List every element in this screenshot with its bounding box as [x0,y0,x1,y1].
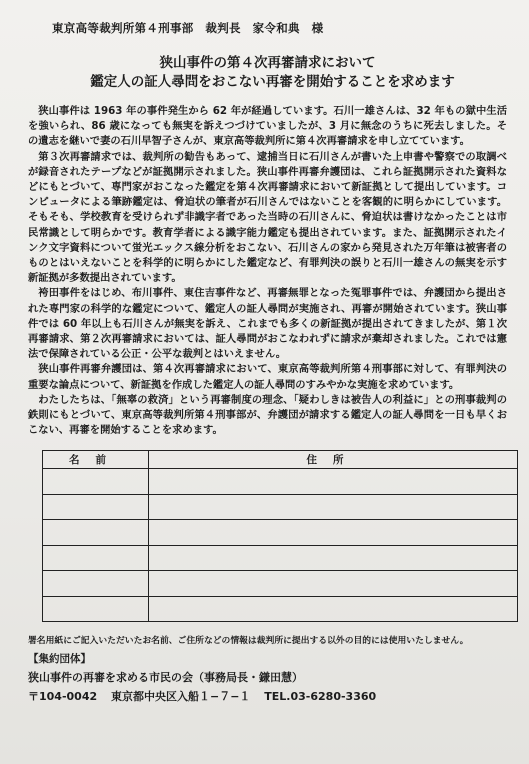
street-address: 東京都中央区入船１−７−１ [111,690,251,704]
title-line-2: 鑑定人の証人尋問をおこない再審を開始することを求めます [90,74,455,90]
title-line-1: 狭山事件の第４次再審請求において [159,55,376,71]
telephone: TEL.03-6280-3360 [264,690,377,704]
name-cell[interactable] [43,571,149,597]
name-cell[interactable] [43,520,149,546]
signature-table [42,450,518,622]
address-cell[interactable] [149,596,518,622]
signature-row [43,596,518,622]
addressee: 東京高等裁判所第４刑事部 裁判長 家令和典 様 [52,21,324,35]
paragraph: わたしたちは、「無辜の救済」という再審制度の理念、「疑わしきは被告人の利益に」との刑事裁判の鉄則にもとづいて、東京高等裁判所第４刑事部が、弁護団が請求する鑑定人の証人尋問を一日も早くおこない、再審を開始することを求めます。 [28,393,507,437]
name-cell[interactable] [43,545,149,571]
organization-address [28,688,507,704]
paragraph: 第３次再審請求では、裁判所の勧告もあって、逮捕当日に石川さんが書いた上申書や警察での取調べが録音されたテープなどが証拠開示されました。狭山事件再審弁護団は、これら証拠開示された資料などにもとづいて、専門家がおこなった鑑定を第４次再審請求において新証拠として提出しています。コンピュータによる筆跡鑑定は、脅迫状の筆者が石川さんではないことを客観的に明らかにしています。そもそも、学校教育を受けられず非識字者であった当時の石川さんに、脅迫状は書けなかったことは市民常識として明らかです。教育学者による識字能力鑑定も提出されています。また、証拠開示されたインク文字資料について蛍光エックス線分析をおこない、石川さんの家から発見された万年筆は被害者のものとはいえないことを科学的に明らかにした鑑定など、有罪判決の誤りと石川一雄さんの無実を示す新証拠が多数提出されています。 [28,150,507,285]
name-cell[interactable] [43,494,149,520]
address-cell[interactable] [149,571,518,597]
signature-row [43,520,518,546]
paragraph: 袴田事件をはじめ、布川事件、東住吉事件など、再審無罪となった冤罪事件では、弁護団から提出された専門家の科学的な鑑定について、鑑定人の証人尋問が実施され、再審が開始されています。狭山事件では 60 年以上も石川さんが無実を訴え、これまでも多くの新証拠が提出されてきましたが、第１次再審請求、第２次再審請求においては、証人尋問がおこなわれずに請求が棄却されました。これでは憲法で保障されている公正・公平な裁判とはいえません。 [28,287,507,361]
signature-row [43,571,518,597]
organization-heading: 【集約団体】 [28,653,91,666]
privacy-note: 署名用紙にご記入いただいたお名前、ご住所などの情報は裁判所に提出する以外の目的には使用いたしません。 [28,636,469,647]
name-column-header: 名前 [43,451,149,469]
name-cell[interactable] [43,469,149,495]
address-column-header: 住所 [149,451,518,469]
petition-body [28,104,507,438]
signature-row [43,545,518,571]
petition-title [28,54,507,92]
paragraph: 狭山事件再審弁護団は、第４次再審請求において、東京高等裁判所第４刑事部に対して、有罪判決の重要な論点について、新証拠を作成した鑑定人の証人尋問のすみやかな実施を求めています。 [28,363,507,391]
signature-row [43,494,518,520]
signature-table-header [43,451,518,469]
postal-code: 〒104-0042 [28,690,98,704]
address-cell[interactable] [149,520,518,546]
organization-name: 狭山事件の再審を求める市民の会（事務局長・鎌田慧） [28,671,303,685]
signature-row [43,469,518,495]
name-cell[interactable] [43,596,149,622]
address-cell[interactable] [149,494,518,520]
address-cell[interactable] [149,469,518,495]
paragraph: 狭山事件は 1963 年の事件発生から 62 年が経過しています。石川一雄さんは、32 年もの獄中生活を強いられ、86 歳になっても無実を訴えつづけていましたが、3 月に無念のうちに死去しました。その遺志を継いで妻の石川早智子さんが、東京高等裁判所に第４次再審請求を申し立てています。 [28,105,507,148]
address-cell[interactable] [149,545,518,571]
